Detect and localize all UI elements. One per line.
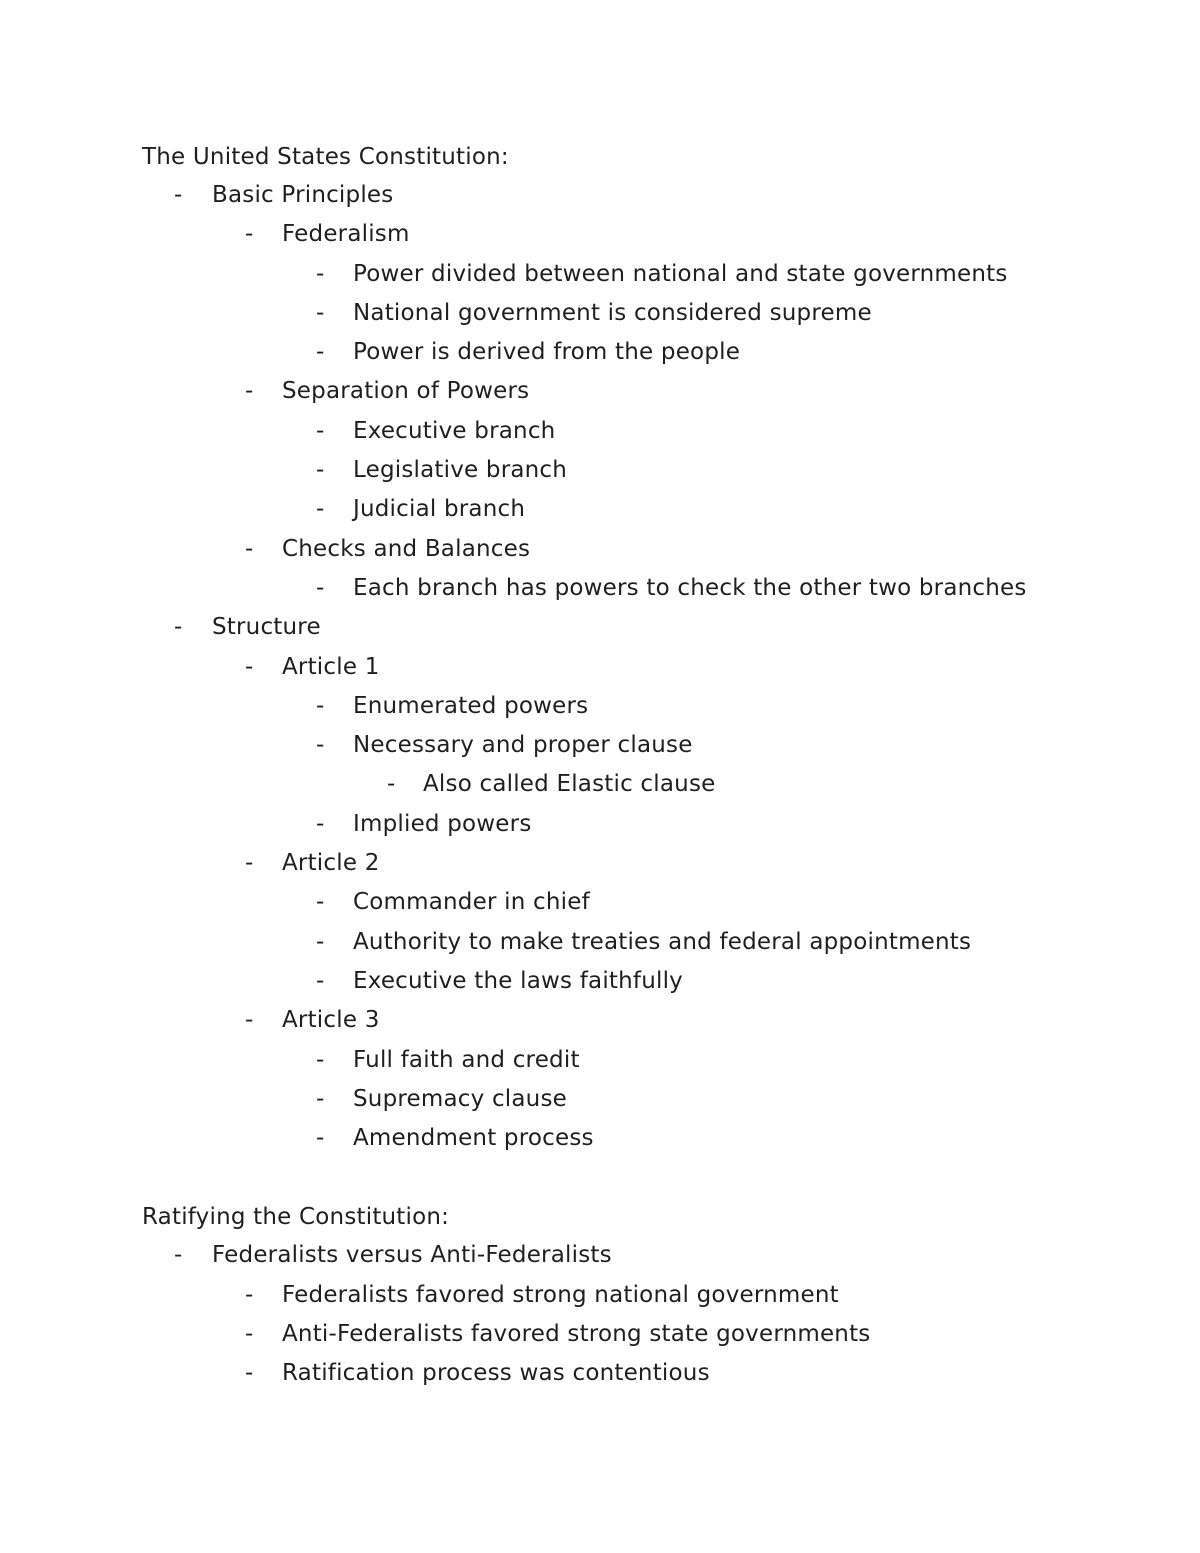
dash-bullet-icon: -	[316, 339, 325, 366]
dash-bullet-icon: -	[316, 260, 325, 287]
outline-item-text: Structure	[212, 614, 321, 641]
outline-item-level-1	[142, 1236, 1122, 1275]
dash-bullet-icon: -	[245, 535, 254, 562]
dash-bullet-icon: -	[387, 771, 396, 798]
dash-bullet-icon: -	[316, 496, 325, 523]
section-spacer	[142, 1158, 1122, 1198]
outline-item-text: Legislative branch	[353, 457, 568, 484]
outline-item-level-2	[142, 215, 1122, 254]
outline-item-text: Judicial branch	[353, 496, 526, 523]
outline-item-level-3	[142, 569, 1122, 608]
outline-item-text: National government is considered supreme	[353, 299, 872, 326]
outline-item-level-2	[142, 844, 1122, 883]
outline-item-text: Implied powers	[353, 810, 532, 837]
outline-item-level-2	[142, 1315, 1122, 1354]
dash-bullet-icon: -	[245, 850, 254, 877]
outline-item-level-3	[142, 1041, 1122, 1080]
dash-bullet-icon: -	[316, 810, 325, 837]
outline-item-text: Article 3	[282, 1007, 380, 1034]
outline-item-level-3	[142, 805, 1122, 844]
outline-item-text: Power divided between national and state governments	[353, 260, 1008, 287]
outline-item-level-3	[142, 726, 1122, 765]
dash-bullet-icon: -	[245, 1321, 254, 1348]
dash-bullet-icon: -	[245, 221, 254, 248]
outline-item-text: Full faith and credit	[353, 1046, 580, 1073]
outline-item-level-3	[142, 294, 1122, 333]
dash-bullet-icon: -	[316, 574, 325, 601]
dash-bullet-icon: -	[316, 299, 325, 326]
outline-item-text: Executive the laws faithfully	[353, 967, 683, 994]
dash-bullet-icon: -	[316, 1085, 325, 1112]
notes-body	[142, 138, 1122, 1394]
outline-item-text: Each branch has powers to check the other two branches	[353, 574, 1027, 601]
dash-bullet-icon: -	[316, 457, 325, 484]
dash-bullet-icon: -	[174, 182, 183, 208]
dash-bullet-icon: -	[316, 889, 325, 916]
outline-item-text: Federalists versus Anti-Federalists	[212, 1242, 612, 1269]
dash-bullet-icon: -	[174, 1242, 183, 1269]
dash-bullet-icon: -	[245, 1281, 254, 1308]
dash-bullet-icon: -	[245, 378, 254, 405]
dash-bullet-icon: -	[316, 692, 325, 719]
outline-item-text: Anti-Federalists favored strong state governments	[282, 1321, 871, 1348]
dash-bullet-icon: -	[316, 1125, 325, 1152]
outline-item-text: Article 2	[282, 850, 380, 877]
outline-item-level-2	[142, 1276, 1122, 1315]
section-heading: Ratifying the Constitution:	[142, 1204, 450, 1231]
outline-item-text: Supremacy clause	[353, 1085, 567, 1112]
outline-item-level-3	[142, 923, 1122, 962]
section-heading: The United States Constitution:	[142, 144, 509, 170]
dash-bullet-icon: -	[174, 614, 183, 641]
outline-item-level-3	[142, 333, 1122, 372]
outline-item-text: Basic Principles	[212, 182, 394, 208]
outline-item-level-3	[142, 490, 1122, 529]
outline-item-level-3	[142, 412, 1122, 451]
outline-item-text: Necessary and proper clause	[353, 732, 693, 759]
outline-item-text: Separation of Powers	[282, 378, 530, 405]
dash-bullet-icon: -	[316, 1046, 325, 1073]
outline-item-level-3	[142, 451, 1122, 490]
outline-item-level-3	[142, 962, 1122, 1001]
outline-item-text: Authority to make treaties and federal appointments	[353, 928, 972, 955]
outline-item-level-1	[142, 176, 1122, 215]
outline-item-text: Commander in chief	[353, 889, 590, 916]
dash-bullet-icon: -	[316, 732, 325, 759]
outline-item-level-1	[142, 608, 1122, 647]
outline-item-level-2	[142, 372, 1122, 411]
outline-item-level-4	[142, 765, 1122, 804]
dash-bullet-icon: -	[316, 417, 325, 444]
outline-item-text: Article 1	[282, 653, 380, 680]
outline-item-level-2	[142, 1001, 1122, 1040]
outline-item-text: Power is derived from the people	[353, 339, 741, 366]
outline-item-text: Enumerated powers	[353, 692, 589, 719]
outline-item-text: Ratification process was contentious	[282, 1360, 710, 1387]
outline-item-level-3	[142, 255, 1122, 294]
outline-item-level-3	[142, 883, 1122, 922]
outline-item-level-2	[142, 648, 1122, 687]
outline-item-level-2	[142, 530, 1122, 569]
dash-bullet-icon: -	[245, 653, 254, 680]
outline-item-level-3	[142, 1119, 1122, 1158]
dash-bullet-icon: -	[316, 967, 325, 994]
outline-item-text: Checks and Balances	[282, 535, 531, 562]
outline-item-text: Federalists favored strong national government	[282, 1281, 839, 1308]
outline-item-level-2	[142, 1354, 1122, 1393]
outline-item-text: Executive branch	[353, 417, 556, 444]
dash-bullet-icon: -	[245, 1360, 254, 1387]
dash-bullet-icon: -	[316, 928, 325, 955]
outline-item-text: Also called Elastic clause	[423, 771, 716, 798]
outline-item-text: Amendment process	[353, 1125, 594, 1152]
outline-item-level-3	[142, 1080, 1122, 1119]
dash-bullet-icon: -	[245, 1007, 254, 1034]
outline-item-level-3	[142, 687, 1122, 726]
outline-item-text: Federalism	[282, 221, 410, 248]
